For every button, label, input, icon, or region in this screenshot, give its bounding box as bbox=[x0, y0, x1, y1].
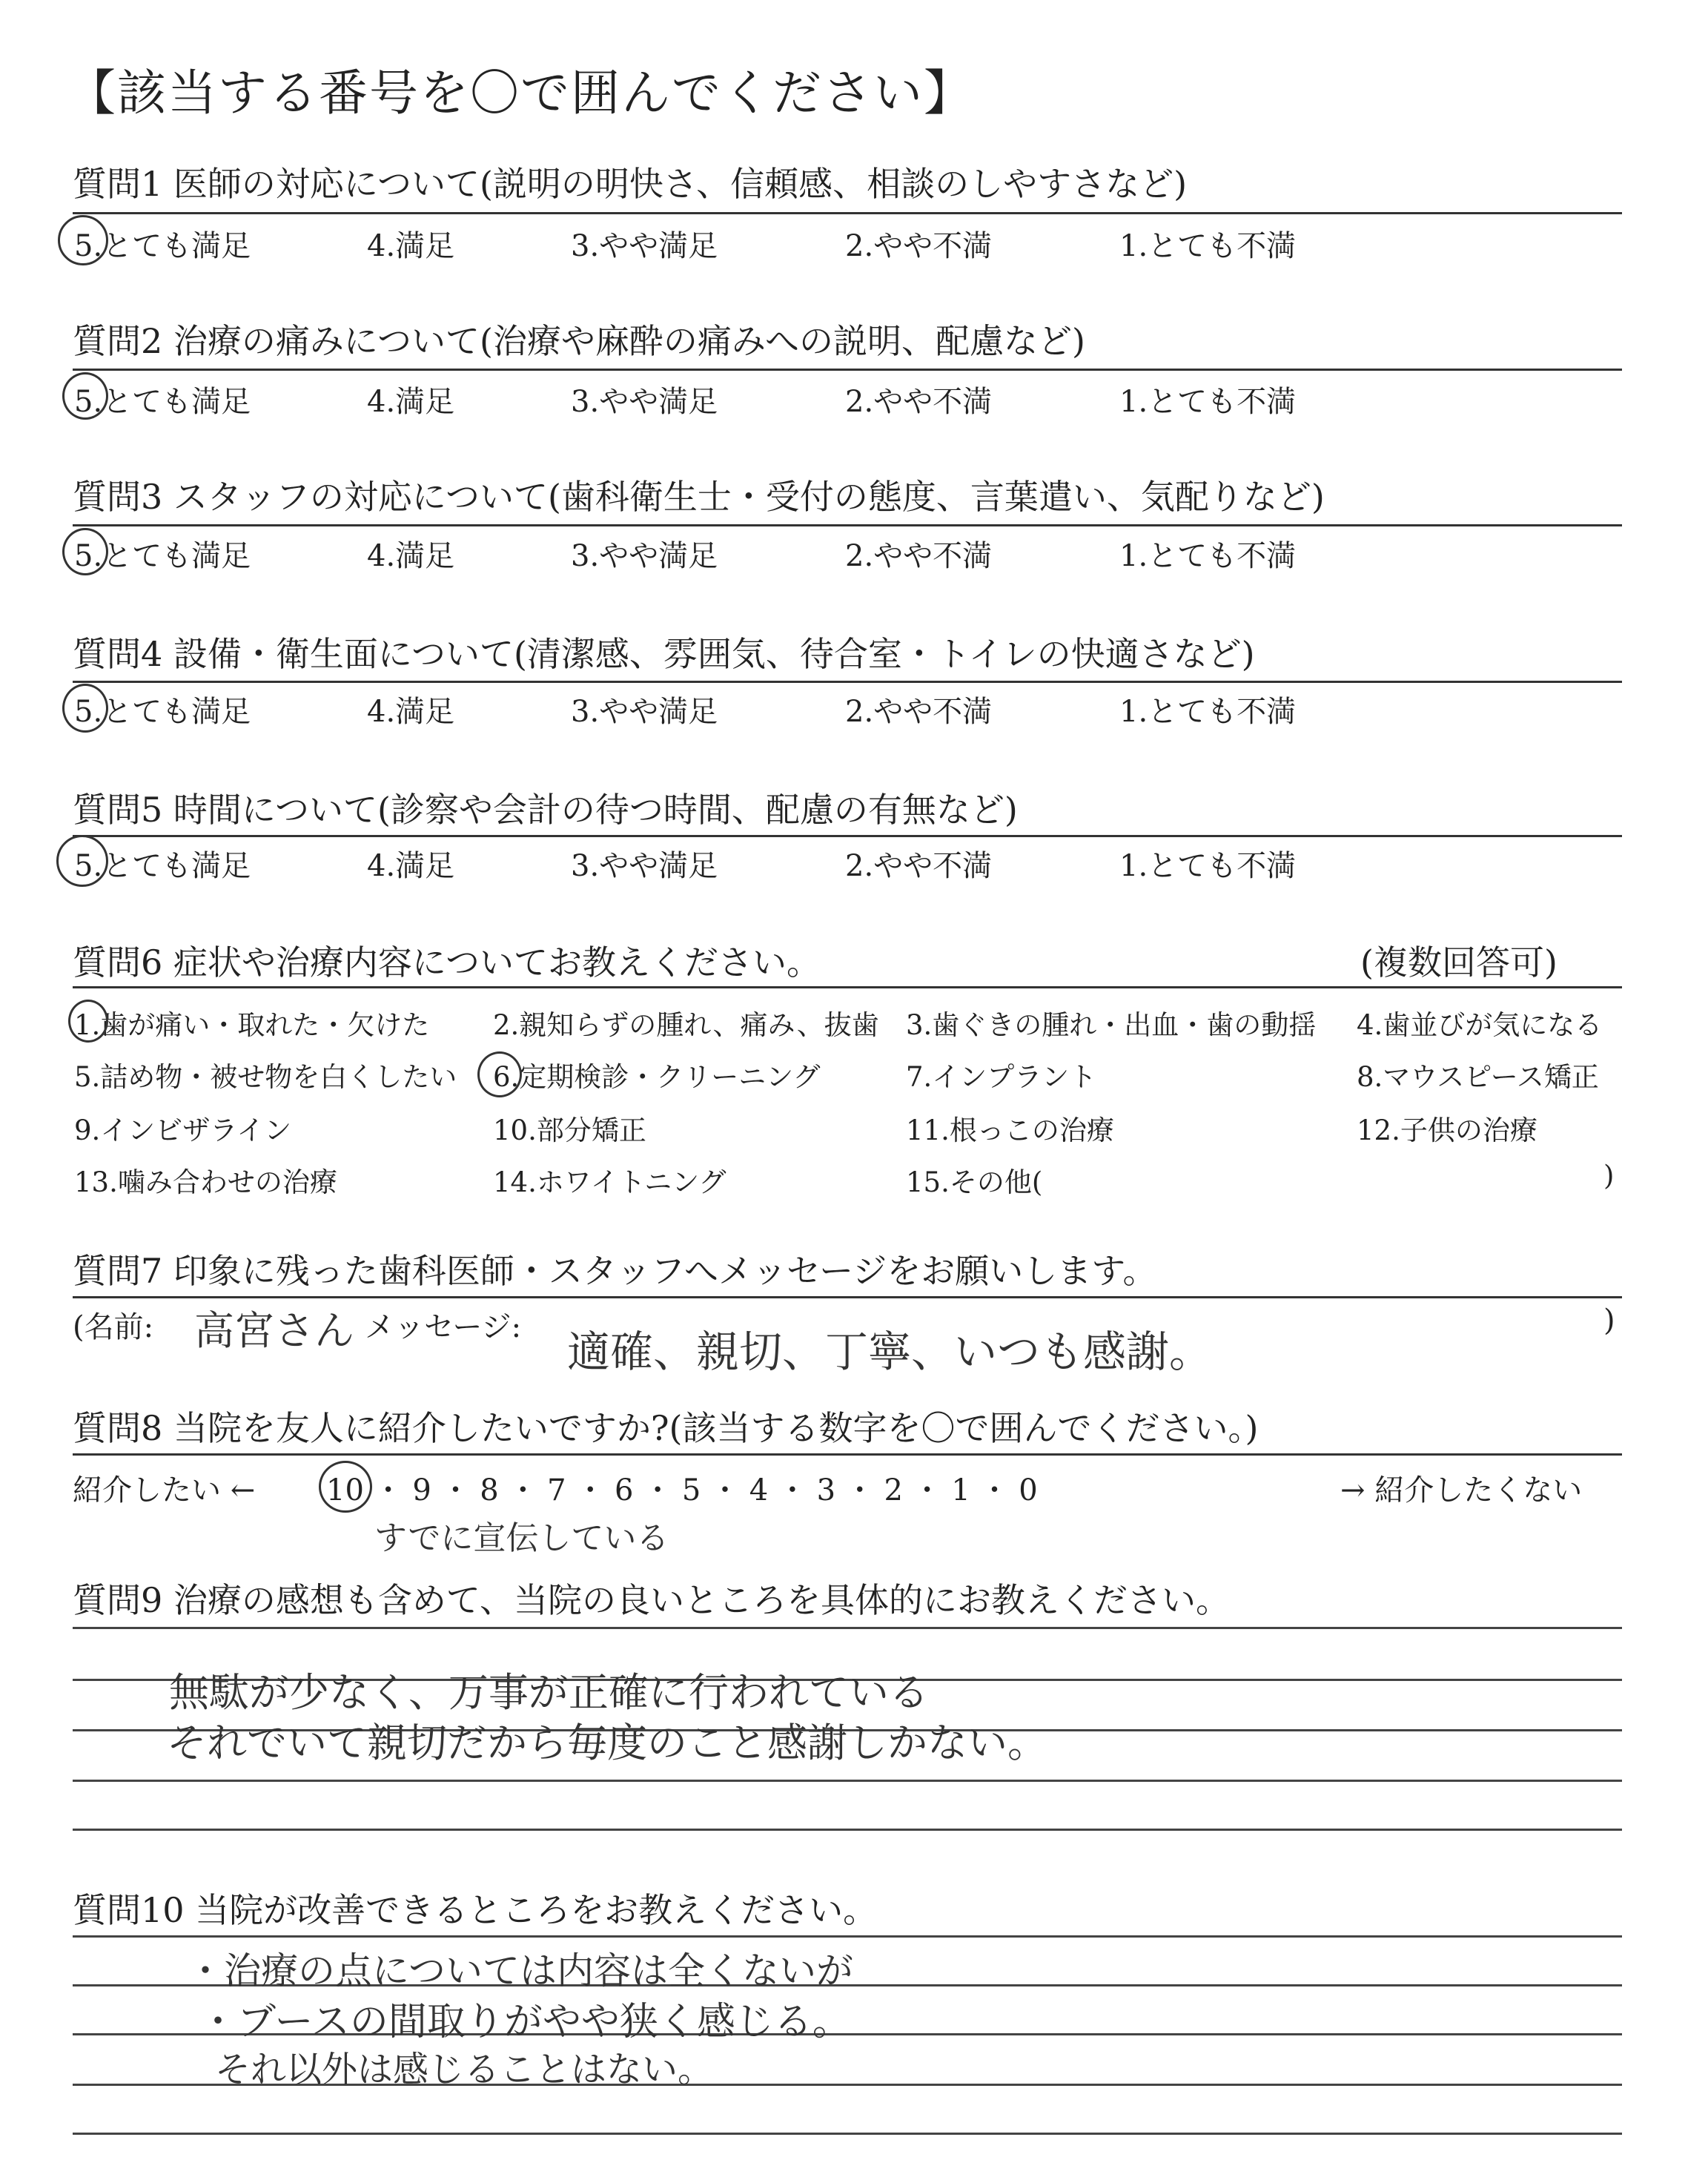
selection-circle bbox=[62, 684, 108, 733]
option-14[interactable]: 14.ホワイトニング bbox=[493, 1166, 726, 1198]
question-1: 質問1 医師の対応について(説明の明快さ、信頼感、相談のしやすさなど) bbox=[73, 164, 1188, 204]
rating-4[interactable]: 4.満足 bbox=[367, 539, 455, 573]
rating-3[interactable]: 3.やや満足 bbox=[571, 849, 718, 883]
rating-5[interactable]: 5.とても満足 bbox=[74, 229, 251, 263]
answer-line bbox=[73, 1829, 1622, 1831]
selection-circle bbox=[319, 1461, 372, 1513]
answer-line bbox=[73, 2133, 1622, 2135]
selection-circle bbox=[62, 372, 108, 420]
question-4: 質問4 設備・衛生面について(清潔感、雰囲気、待合室・トイレの快適さなど) bbox=[73, 634, 1255, 674]
recommend-note[interactable]: すでに宣伝している bbox=[374, 1519, 669, 1557]
recommend-left-label: 紹介したい ← bbox=[73, 1473, 256, 1507]
page-title: 【該当する番号を〇で囲んでください】 bbox=[67, 65, 974, 122]
divider bbox=[73, 369, 1622, 371]
option-4[interactable]: 4.歯並びが気になる bbox=[1357, 1009, 1603, 1041]
question-2: 質問2 治療の痛みについて(治療や麻酔の痛みへの説明、配慮など) bbox=[73, 321, 1085, 361]
option-11[interactable]: 11.根っこの治療 bbox=[906, 1114, 1114, 1146]
rating-1[interactable]: 1.とても不満 bbox=[1119, 229, 1297, 263]
option-6[interactable]: 6.定期検診・クリーニング bbox=[493, 1061, 821, 1093]
improvement-line-2[interactable]: ・ブースの間取りがやや狭く感じる。 bbox=[199, 2000, 851, 2044]
option-9[interactable]: 9.インビザライン bbox=[74, 1114, 292, 1146]
question-3: 質問3 スタッフの対応について(歯科衛生士・受付の態度、言葉遣い、気配りなど) bbox=[73, 477, 1325, 517]
question-9: 質問9 治療の感想も含めて、当院の良いところを具体的にお教えください。 bbox=[73, 1580, 1230, 1620]
rating-2[interactable]: 2.やや不満 bbox=[845, 539, 993, 573]
selection-circle bbox=[68, 1000, 108, 1043]
rating-2[interactable]: 2.やや不満 bbox=[845, 385, 993, 419]
divider bbox=[73, 681, 1622, 683]
rating-2[interactable]: 2.やや不満 bbox=[845, 695, 993, 729]
selection-circle bbox=[56, 835, 108, 887]
name-value[interactable]: 高宮さん bbox=[194, 1307, 354, 1354]
divider bbox=[73, 1453, 1622, 1456]
rating-5[interactable]: 5.とても満足 bbox=[74, 849, 251, 883]
selection-circle bbox=[477, 1051, 522, 1097]
divider bbox=[73, 1296, 1622, 1298]
option-7[interactable]: 7.インプラント bbox=[906, 1061, 1097, 1093]
rating-4[interactable]: 4.満足 bbox=[367, 229, 455, 263]
rating-4[interactable]: 4.満足 bbox=[367, 385, 455, 419]
selection-circle bbox=[62, 528, 108, 575]
divider bbox=[73, 212, 1622, 214]
rating-5[interactable]: 5.とても満足 bbox=[74, 385, 251, 419]
option-2[interactable]: 2.親知らずの腫れ、痛み、抜歯 bbox=[493, 1009, 879, 1041]
selection-circle bbox=[58, 215, 108, 265]
option-13[interactable]: 13.噛み合わせの治療 bbox=[74, 1166, 337, 1198]
improvement-line-3[interactable]: それ以外は感じることはない。 bbox=[215, 2049, 714, 2090]
divider bbox=[73, 1935, 1622, 1938]
answer-line-1[interactable]: 無駄が少なく、万事が正確に行われている bbox=[169, 1669, 929, 1716]
rating-5[interactable]: 5.とても満足 bbox=[74, 539, 251, 573]
rating-1[interactable]: 1.とても不満 bbox=[1119, 695, 1297, 729]
option-12[interactable]: 12.子供の治療 bbox=[1357, 1114, 1537, 1146]
name-label: (名前: bbox=[73, 1310, 154, 1344]
option-1[interactable]: 1.歯が痛い・取れた・欠けた bbox=[74, 1009, 430, 1041]
option-15[interactable]: 15.その他( bbox=[906, 1166, 1043, 1198]
rating-1[interactable]: 1.とても不満 bbox=[1119, 539, 1297, 573]
question-10: 質問10 当院が改善できるところをお教えください。 bbox=[73, 1890, 878, 1930]
divider bbox=[73, 835, 1622, 837]
rating-3[interactable]: 3.やや満足 bbox=[571, 229, 718, 263]
rating-3[interactable]: 3.やや満足 bbox=[571, 695, 718, 729]
rating-2[interactable]: 2.やや不満 bbox=[845, 849, 993, 883]
question-8: 質問8 当院を友人に紹介したいですか?(該当する数字を〇で囲んでください。) bbox=[73, 1408, 1259, 1448]
rating-3[interactable]: 3.やや満足 bbox=[571, 385, 718, 419]
divider bbox=[73, 524, 1622, 526]
multiple-answer-note: (複数回答可) bbox=[1360, 942, 1558, 982]
rating-1[interactable]: 1.とても不満 bbox=[1119, 849, 1297, 883]
divider bbox=[73, 1627, 1622, 1629]
divider bbox=[73, 986, 1622, 988]
rating-3[interactable]: 3.やや満足 bbox=[571, 539, 718, 573]
question-7: 質問7 印象に残った歯科医師・スタッフへメッセージをお願いします。 bbox=[73, 1251, 1157, 1291]
answer-line bbox=[73, 1780, 1622, 1782]
option-10[interactable]: 10.部分矯正 bbox=[493, 1114, 646, 1146]
rating-4[interactable]: 4.満足 bbox=[367, 849, 455, 883]
question-5: 質問5 時間について(診察や会計の待つ時間、配慮の有無など) bbox=[73, 790, 1018, 830]
message-label: メッセージ: bbox=[365, 1310, 522, 1344]
improvement-line-1[interactable]: ・治療の点については内容は全くないが bbox=[187, 1949, 853, 1992]
message-close: ) bbox=[1603, 1304, 1615, 1338]
option-15-close: ) bbox=[1603, 1160, 1615, 1192]
rating-4[interactable]: 4.満足 bbox=[367, 695, 455, 729]
option-3[interactable]: 3.歯ぐきの腫れ・出血・歯の動揺 bbox=[906, 1009, 1317, 1041]
recommend-right-label: → 紹介したくない bbox=[1340, 1473, 1583, 1507]
option-8[interactable]: 8.マウスピース矯正 bbox=[1357, 1061, 1599, 1093]
message-value[interactable]: 適確、親切、丁寧、いつも感謝。 bbox=[567, 1327, 1213, 1377]
answer-line-2[interactable]: それでいて親切だから毎度のこと感謝しかない。 bbox=[167, 1720, 1047, 1766]
option-5[interactable]: 5.詰め物・被せ物を白くしたい bbox=[74, 1061, 457, 1093]
question-6: 質問6 症状や治療内容についてお教えください。 bbox=[73, 942, 821, 982]
rating-5[interactable]: 5.とても満足 bbox=[74, 695, 251, 729]
rating-1[interactable]: 1.とても不満 bbox=[1119, 385, 1297, 419]
recommend-scale[interactable]: 10 ・ 9 ・ 8 ・ 7 ・ 6 ・ 5 ・ 4 ・ 3 ・ 2 ・ 1 ・ 0 bbox=[326, 1473, 1038, 1507]
rating-2[interactable]: 2.やや不満 bbox=[845, 229, 993, 263]
